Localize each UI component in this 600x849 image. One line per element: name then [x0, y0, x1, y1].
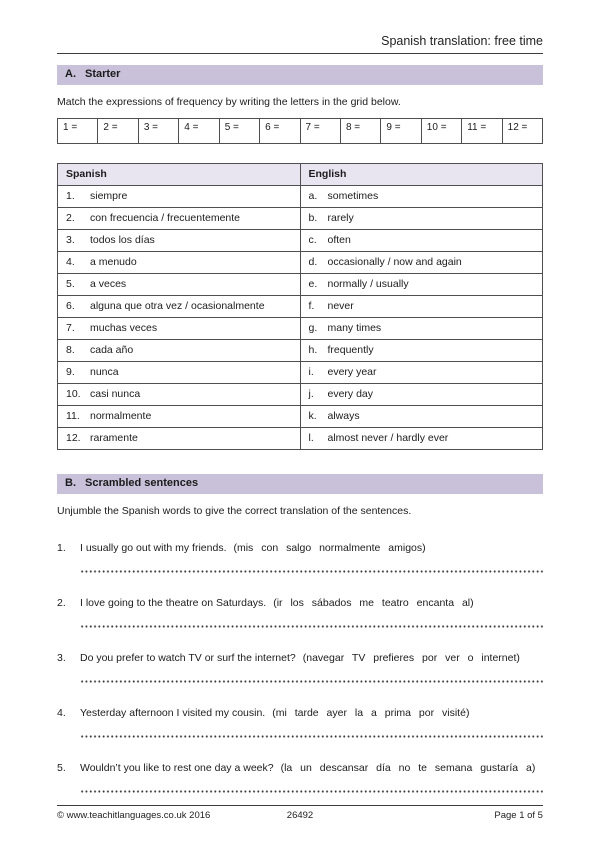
spanish-phrase: a menudo: [90, 256, 137, 268]
english-cell: [300, 340, 543, 362]
spanish-cell: [58, 274, 301, 296]
section-b-instruction: Unjumble the Spanish words to give the correct translation of the sentences.: [57, 505, 412, 517]
item-sentence: Do you prefer to watch TV or surf the internet?: [80, 652, 296, 664]
item-scramble: (ir los sábados me teatro encanta al): [273, 597, 474, 609]
list-item: [57, 707, 543, 738]
answer-grid-cell: 8 =: [340, 118, 381, 144]
english-cell: [300, 186, 543, 208]
row-letter: i.: [308, 366, 314, 378]
footer-page-number: Page 1 of 5: [494, 810, 543, 821]
row-letter: c.: [308, 234, 317, 246]
row-letter: d.: [308, 256, 318, 268]
answer-grid-cell: 3 =: [138, 118, 179, 144]
list-item: [57, 597, 543, 628]
spanish-phrase: a veces: [90, 278, 127, 290]
column-header-english: English: [300, 164, 543, 186]
spanish-phrase: cada año: [90, 344, 134, 356]
section-a-instruction: Match the expressions of frequency by writing the letters in the grid below.: [57, 96, 401, 108]
item-number: 3.: [57, 652, 66, 664]
table-row: [58, 362, 543, 384]
scrambled-sentences-list: [57, 542, 543, 793]
row-number: 1.: [66, 190, 75, 202]
row-number: 9.: [66, 366, 75, 378]
row-letter: h.: [308, 344, 318, 356]
row-letter: j.: [308, 388, 314, 400]
answer-grid-cell: 1 =: [57, 118, 98, 144]
item-number: 5.: [57, 762, 66, 774]
english-cell: [300, 296, 543, 318]
table-row: [58, 186, 543, 208]
item-sentence: Wouldn’t you like to rest one day a week?: [80, 762, 274, 774]
list-item: [57, 762, 543, 793]
row-number: 3.: [66, 234, 75, 246]
item-scramble: (la un descansar día no te semana gustaría a): [280, 762, 536, 774]
table-row: [58, 428, 543, 450]
spanish-phrase: todos los días: [90, 234, 155, 246]
table-row: [58, 296, 543, 318]
answer-grid-cell: 10 =: [421, 118, 462, 144]
english-phrase: frequently: [327, 344, 374, 356]
answer-grid: [57, 118, 543, 144]
english-phrase: many times: [327, 322, 382, 334]
answer-line: [80, 735, 543, 738]
table-row: [58, 230, 543, 252]
english-phrase: every year: [327, 366, 377, 378]
english-cell: [300, 384, 543, 406]
english-cell: [300, 230, 543, 252]
list-item: [57, 652, 543, 683]
item-sentence: I usually go out with my friends.: [80, 542, 227, 554]
row-letter: e.: [308, 278, 318, 290]
row-number: 5.: [66, 278, 75, 290]
english-cell: [300, 252, 543, 274]
page-footer: [57, 805, 543, 821]
answer-grid-cell: 5 =: [219, 118, 260, 144]
spanish-cell: [58, 252, 301, 274]
spanish-cell: [58, 208, 301, 230]
answer-grid-cell: 7 =: [300, 118, 341, 144]
item-number: 4.: [57, 707, 66, 719]
english-phrase: always: [327, 410, 360, 422]
item-number: 1.: [57, 542, 66, 554]
footer-document-code: 26492: [286, 810, 314, 821]
section-a-title: Starter: [85, 68, 121, 80]
spanish-phrase: normalmente: [90, 410, 152, 422]
spanish-cell: [58, 230, 301, 252]
column-header-spanish: Spanish: [58, 164, 301, 186]
english-phrase: occasionally / now and again: [327, 256, 462, 268]
list-item: [57, 542, 543, 573]
english-cell: [300, 318, 543, 340]
answer-grid-cell: 12 =: [502, 118, 543, 144]
item-sentence: Yesterday afternoon I visited my cousin.: [80, 707, 266, 719]
table-header-row: [58, 164, 543, 186]
spanish-phrase: casi nunca: [90, 388, 141, 400]
row-number: 2.: [66, 212, 75, 224]
row-letter: f.: [308, 300, 315, 312]
spanish-cell: [58, 186, 301, 208]
row-number: 12.: [66, 432, 81, 444]
spanish-cell: [58, 428, 301, 450]
page-title: Spanish translation: free time: [57, 34, 543, 54]
spanish-phrase: nunca: [90, 366, 119, 378]
english-cell: [300, 362, 543, 384]
item-sentence: I love going to the theatre on Saturdays.: [80, 597, 267, 609]
english-phrase: never: [327, 300, 354, 312]
table-row: [58, 406, 543, 428]
english-cell: [300, 208, 543, 230]
spanish-phrase: alguna que otra vez / ocasionalmente: [90, 300, 265, 312]
table-row: [58, 208, 543, 230]
spanish-phrase: muchas veces: [90, 322, 158, 334]
matching-table: [57, 163, 543, 450]
row-number: 6.: [66, 300, 75, 312]
english-cell: [300, 274, 543, 296]
english-phrase: almost never / hardly ever: [327, 432, 449, 444]
item-number: 2.: [57, 597, 66, 609]
spanish-phrase: con frecuencia / frecuentemente: [90, 212, 241, 224]
english-phrase: often: [327, 234, 351, 246]
english-cell: [300, 428, 543, 450]
spanish-cell: [58, 362, 301, 384]
row-number: 4.: [66, 256, 75, 268]
spanish-cell: [58, 384, 301, 406]
row-letter: g.: [308, 322, 318, 334]
row-letter: k.: [308, 410, 317, 422]
table-row: [58, 252, 543, 274]
item-scramble: (mis con salgo normalmente amigos): [233, 542, 426, 554]
answer-grid-cell: 2 =: [97, 118, 138, 144]
section-b-heading: [57, 474, 543, 494]
row-letter: l.: [308, 432, 314, 444]
spanish-phrase: raramente: [90, 432, 138, 444]
spanish-cell: [58, 406, 301, 428]
spanish-cell: [58, 318, 301, 340]
answer-grid-cell: 6 =: [259, 118, 300, 144]
section-b-letter: B.: [65, 477, 76, 489]
row-number: 7.: [66, 322, 75, 334]
row-number: 11.: [66, 410, 80, 422]
table-row: [58, 384, 543, 406]
english-phrase: sometimes: [327, 190, 379, 202]
answer-line: [80, 790, 543, 793]
table-row: [58, 318, 543, 340]
footer-copyright: © www.teachitlanguages.co.uk 2016: [57, 810, 211, 821]
answer-line: [80, 680, 543, 683]
section-a-heading: [57, 65, 543, 85]
english-phrase: normally / usually: [327, 278, 409, 290]
table-row: [58, 340, 543, 362]
section-a-letter: A.: [65, 68, 76, 80]
item-scramble: (navegar TV prefieres por ver o internet): [302, 652, 520, 664]
answer-line: [80, 625, 543, 628]
row-letter: b.: [308, 212, 318, 224]
answer-grid-cell: 9 =: [380, 118, 421, 144]
english-phrase: rarely: [327, 212, 354, 224]
spanish-cell: [58, 340, 301, 362]
english-cell: [300, 406, 543, 428]
section-b-title: Scrambled sentences: [85, 477, 199, 489]
spanish-cell: [58, 296, 301, 318]
answer-line: [80, 570, 543, 573]
spanish-phrase: siempre: [90, 190, 128, 202]
item-scramble: (mi tarde ayer la a prima por visité): [272, 707, 470, 719]
answer-grid-cell: 4 =: [178, 118, 219, 144]
row-number: 8.: [66, 344, 75, 356]
row-letter: a.: [308, 190, 318, 202]
answer-grid-cell: 11 =: [461, 118, 502, 144]
table-row: [58, 274, 543, 296]
english-phrase: every day: [327, 388, 374, 400]
row-number: 10.: [66, 388, 81, 400]
